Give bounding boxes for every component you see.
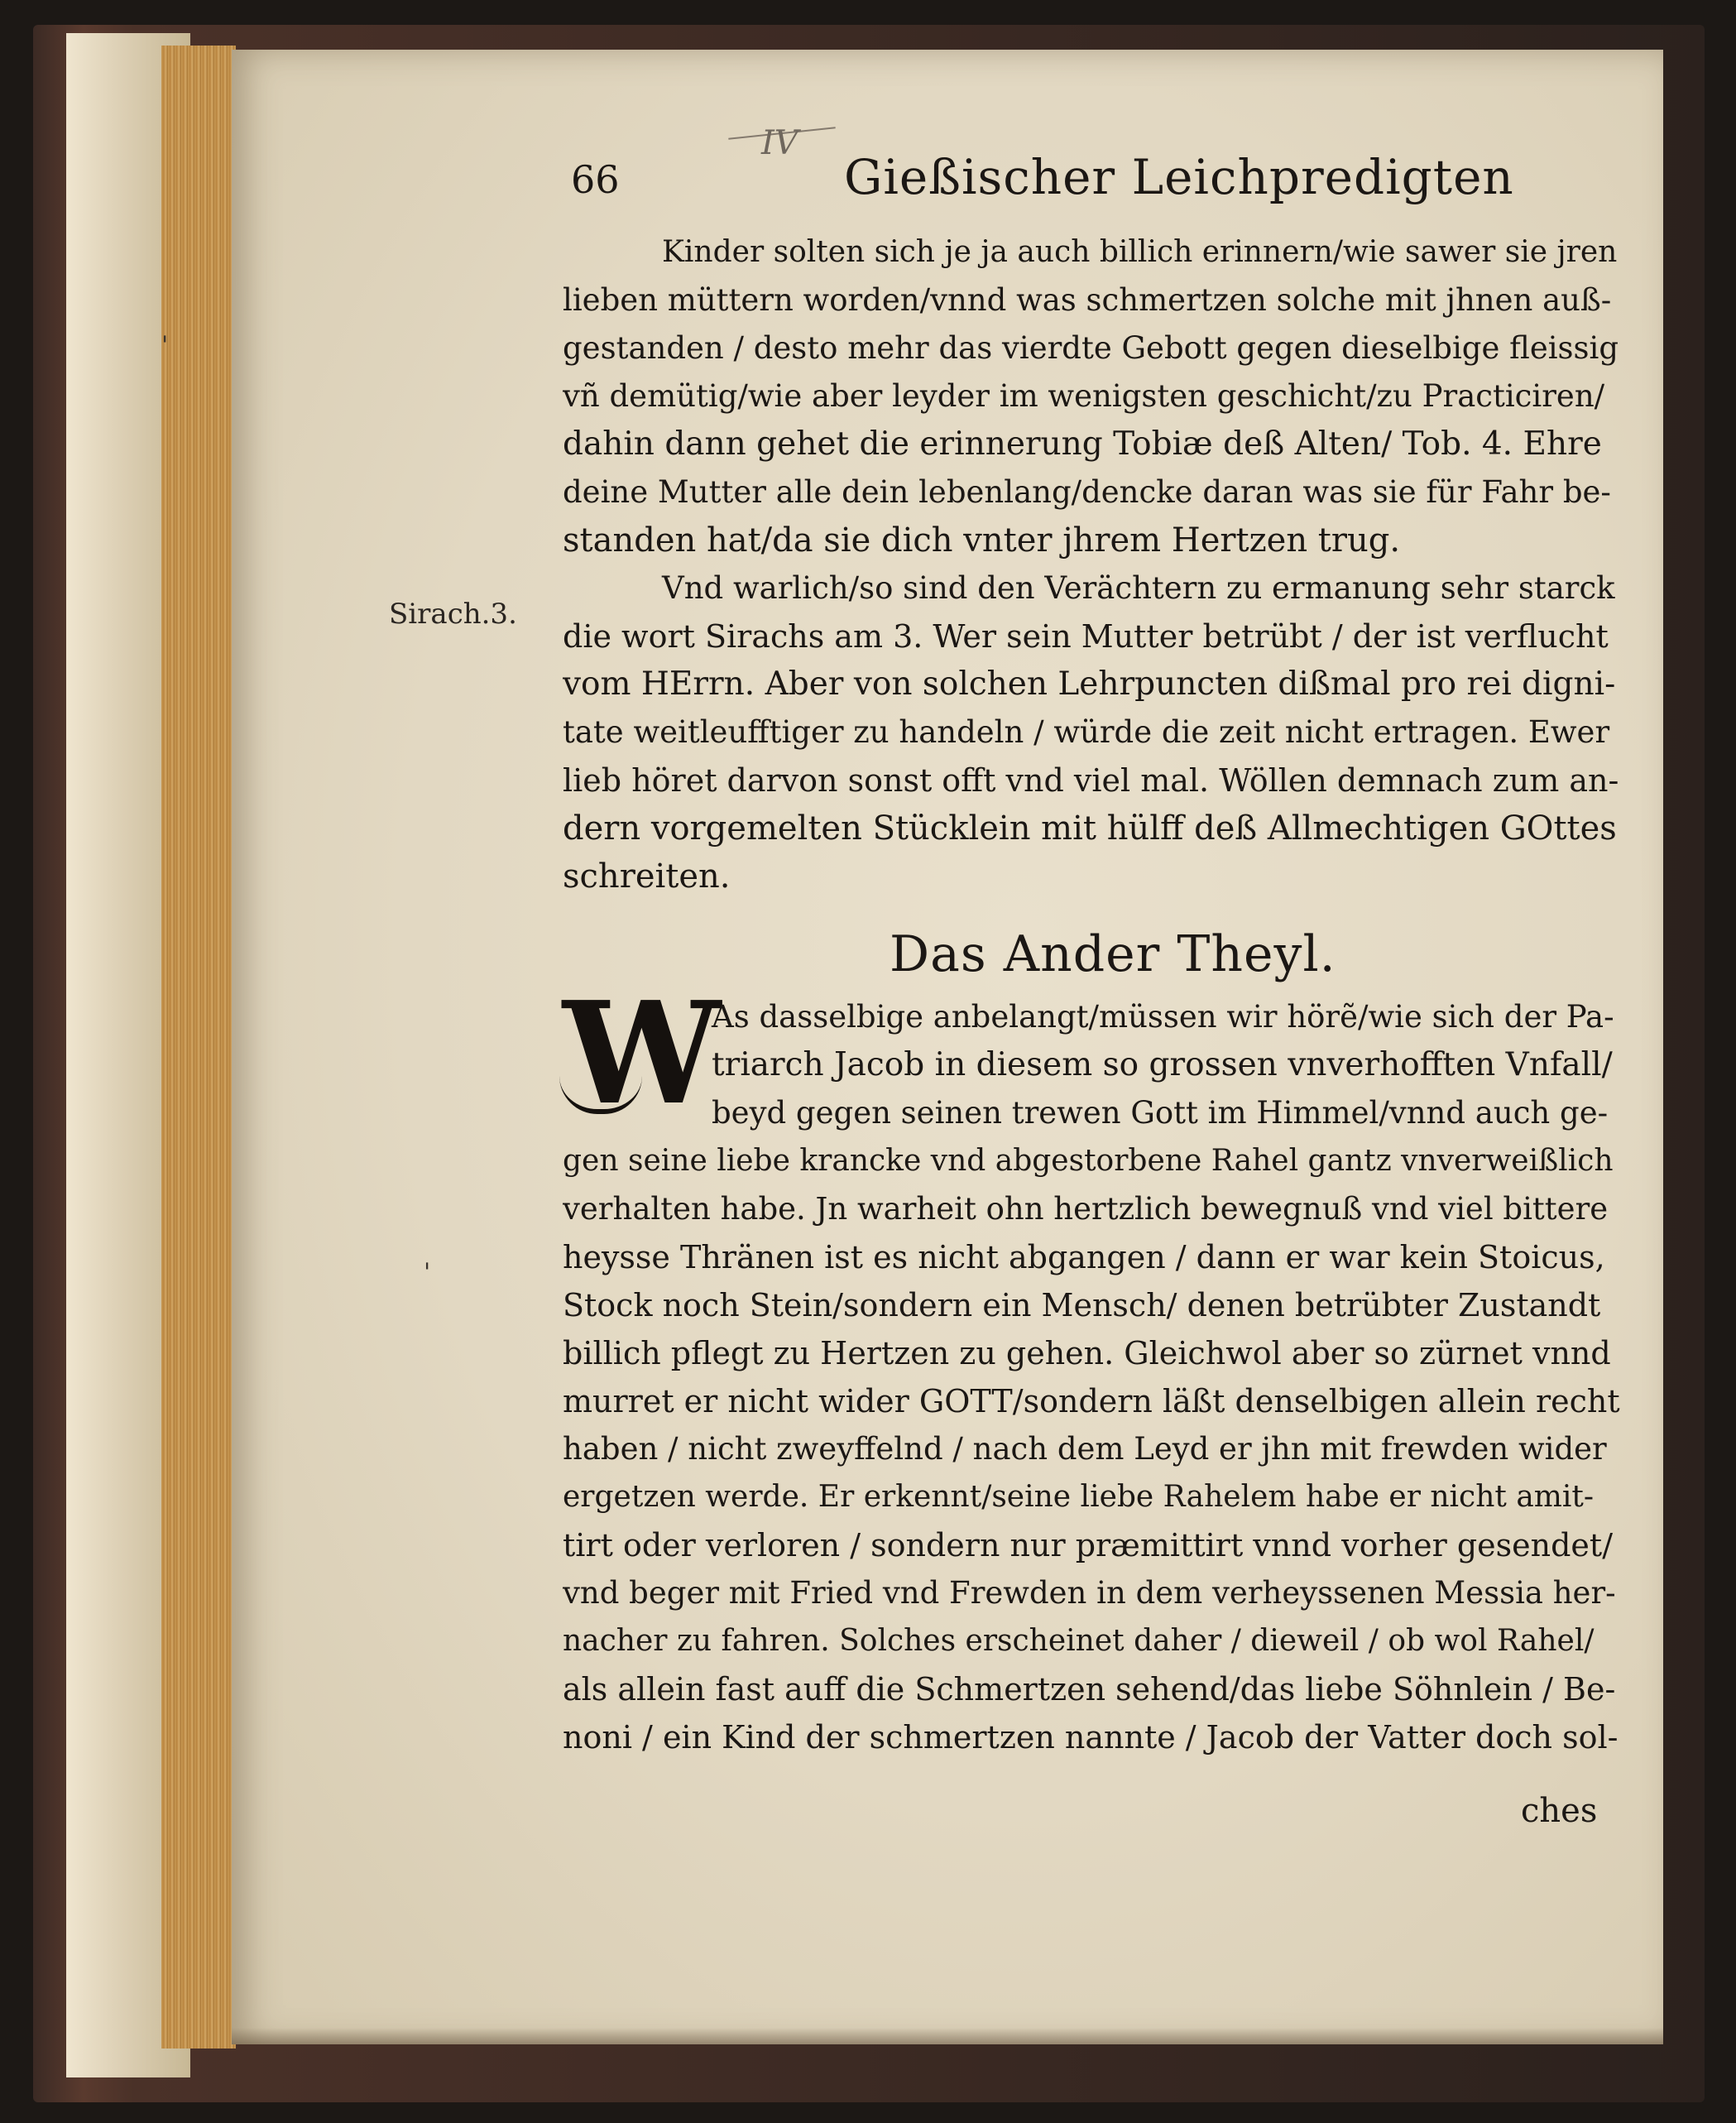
- page-number: 66: [571, 157, 620, 202]
- text-line: noni / ein Kind der schmertzen nannte / Jacob der Vatter doch sol-: [563, 1719, 1619, 1756]
- margin-note: Sirach.3.: [389, 598, 517, 631]
- text-line: tate weitleufftiger zu handeln / würde die zeit nicht ertragen. Ewer: [563, 714, 1610, 750]
- text-line: deine Mutter alle dein lebenlang/dencke daran was sie für Fahr be-: [563, 474, 1611, 510]
- text-line: haben / nicht zweyffelnd / nach dem Leyd er jhn mit frewden wider: [563, 1431, 1607, 1467]
- text-line: schreiten.: [563, 857, 731, 896]
- text-line: dern vorgemelten Stücklein mit hülff deß Allmechtigen GOttes: [563, 809, 1617, 848]
- text-line: verhalten habe. Jn warheit ohn hertzlich bewegnuß vnd viel bittere: [563, 1191, 1609, 1227]
- section-heading: Das Ander Theyl.: [890, 925, 1336, 983]
- text-line: beyd gegen seinen trewen Gott im Himmel/vnnd auch ge-: [712, 1095, 1609, 1131]
- page-stack-edge: [161, 46, 236, 2049]
- dropcap-initial: W: [563, 971, 721, 1136]
- text-line: vñ demütig/wie aber leyder im wenigsten geschicht/zu Practiciren/: [563, 378, 1605, 414]
- pencil-annotation: IV: [761, 124, 798, 162]
- page-shadow: [232, 2028, 1663, 2044]
- text-line: vnd beger mit Fried vnd Frewden in dem verheyssenen Messia her-: [563, 1575, 1616, 1611]
- text-line: tirt oder verloren / sondern nur præmittirt vnnd vorher gesendet/: [563, 1527, 1613, 1563]
- stray-mark: ': [424, 1258, 431, 1287]
- stray-mark: ': [161, 331, 169, 360]
- text-line: heysse Thränen ist es nicht abgangen / dann er war kein Stoicus,: [563, 1239, 1605, 1275]
- text-line: dahin dann gehet die erinnerung Tobiæ deß Alten/ Tob. 4. Ehre: [563, 425, 1602, 463]
- text-line: nacher zu fahren. Solches erscheinet daher / dieweil / ob wol Rahel/: [563, 1624, 1595, 1658]
- text-line: gen seine liebe krancke vnd abgestorbene Rahel gantz vnverweißlich: [563, 1144, 1614, 1178]
- text-line: die wort Sirachs am 3. Wer sein Mutter betrübt / der ist verflucht: [563, 618, 1609, 655]
- text-line: lieb höret darvon sonst offt vnd viel mal. Wöllen demnach zum an-: [563, 762, 1619, 799]
- catchword: ches: [1521, 1792, 1598, 1830]
- text-line: Vnd warlich/so sind den Verächtern zu ermanung sehr starck: [662, 570, 1615, 606]
- text-line: Stock noch Stein/sondern ein Mensch/ denen betrübter Zustandt: [563, 1287, 1601, 1323]
- paragraph-1: [563, 228, 1622, 564]
- running-title: Gießischer Leichpredigten: [844, 149, 1514, 205]
- text-line: standen hat/da sie dich vnter jhrem Hertzen trug.: [563, 521, 1401, 560]
- text-line: triarch Jacob in diesem so grossen vnverhofften Vnfall/: [712, 1046, 1613, 1083]
- text-line: As dasselbige anbelangt/müssen wir hörẽ/wie sich der Pa-: [712, 999, 1614, 1035]
- paragraph-3: [563, 993, 1622, 1761]
- text-line: gestanden / desto mehr das vierdte Gebott gegen dieselbige fleissig: [563, 330, 1619, 366]
- text-line: Kinder solten sich je ja auch billich erinnern/wie sawer sie jren: [662, 235, 1618, 269]
- text-line: billich pflegt zu Hertzen zu gehen. Gleichwol aber so zürnet vnnd: [563, 1335, 1611, 1371]
- text-line: murret er nicht wider GOTT/sondern läßt denselbigen allein recht: [563, 1383, 1620, 1419]
- text-line: als allein fast auff die Schmertzen sehend/das liebe Söhnlein / Be-: [563, 1671, 1616, 1708]
- text-line: vom HErrn. Aber von solchen Lehrpuncten dißmal pro rei digni-: [563, 665, 1616, 703]
- text-line: lieben müttern worden/vnnd was schmertzen solche mit jhnen auß-: [563, 282, 1612, 318]
- paragraph-2: [563, 564, 1622, 901]
- text-line: ergetzen werde. Er erkennt/seine liebe Rahelem habe er nicht amit-: [563, 1480, 1595, 1514]
